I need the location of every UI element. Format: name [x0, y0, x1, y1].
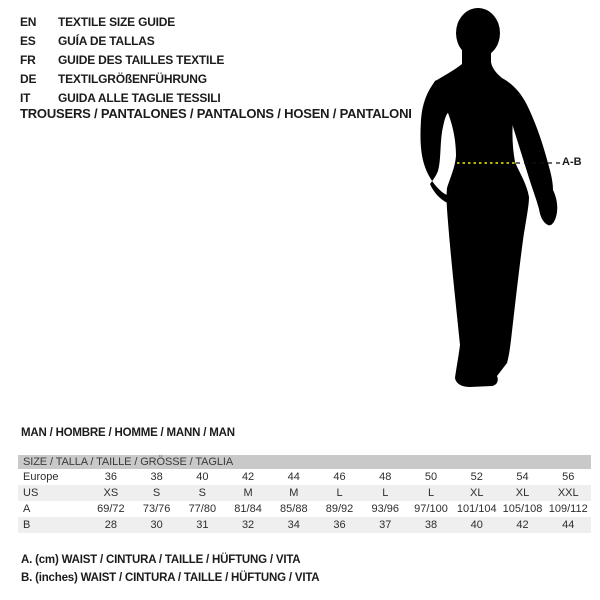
size-cell: 85/88 — [280, 503, 308, 515]
size-cell: 42 — [241, 471, 255, 483]
size-cell: S — [198, 487, 206, 499]
language-title: GUIDA ALLE TAGLIE TESSILI — [58, 91, 221, 105]
man-silhouette — [420, 8, 557, 387]
language-row-fr — [20, 51, 224, 70]
size-table-header: SIZE / TALLA / TAILLE / GRÖSSE / TAGLIA — [18, 455, 591, 469]
size-cell: 38 — [424, 519, 438, 531]
size-cell: 40 — [470, 519, 483, 531]
size-cell: XS — [103, 487, 119, 499]
language-code: DE — [20, 72, 37, 86]
man-section-label: MAN / HOMBRE / HOMME / MANN / MAN — [21, 427, 235, 439]
table-row-a-cm — [18, 501, 591, 517]
size-cell: S — [152, 487, 161, 499]
row-label: B — [23, 519, 31, 531]
size-cell: 34 — [287, 519, 300, 531]
size-cell: 40 — [196, 471, 209, 483]
language-row-es — [20, 32, 224, 51]
size-cell: 28 — [104, 519, 117, 531]
size-cell: 54 — [516, 471, 529, 483]
size-cell: 30 — [150, 519, 163, 531]
language-title-block — [20, 13, 224, 108]
size-cell: 50 — [424, 471, 438, 483]
size-cell: 48 — [379, 471, 392, 483]
size-cell: XL — [515, 487, 530, 499]
size-cell: 38 — [150, 471, 163, 483]
language-row-en — [20, 13, 224, 32]
size-cell: 77/80 — [188, 503, 217, 515]
size-cell: XL — [470, 487, 484, 499]
language-row-de — [20, 70, 224, 89]
size-cell: 89/92 — [325, 503, 354, 515]
size-cell: XXL — [557, 487, 579, 499]
language-title: GUÍA DE TALLAS — [58, 34, 155, 48]
language-code: EN — [20, 15, 37, 29]
size-cell: 44 — [287, 471, 300, 483]
size-cell: 109/112 — [548, 503, 588, 515]
size-cell: 42 — [516, 519, 529, 531]
language-code: IT — [20, 91, 31, 105]
language-title: TEXTILE SIZE GUIDE — [58, 15, 176, 29]
size-cell: 56 — [562, 471, 575, 483]
size-cell: 73/76 — [142, 503, 171, 515]
waist-measure-label: A-B — [562, 156, 582, 168]
size-cell: 36 — [104, 471, 117, 483]
table-row-europe — [18, 469, 591, 485]
language-title: GUIDE DES TAILLES TEXTILE — [58, 53, 225, 67]
size-cell: 97/100 — [414, 503, 448, 515]
note-waist-cm: A. (cm) WAIST / CINTURA / TAILLE / HÜFTUNG / VITA — [21, 554, 301, 566]
size-cell: L — [382, 487, 389, 499]
table-row-us — [18, 485, 591, 501]
size-cell: 101/104 — [456, 503, 497, 515]
size-cell: 37 — [379, 519, 392, 531]
language-code: ES — [20, 34, 36, 48]
size-cell: L — [427, 487, 435, 499]
size-cell: L — [336, 487, 343, 499]
size-cell: 81/84 — [234, 503, 262, 515]
size-cell: 36 — [333, 519, 346, 531]
size-cell: 52 — [470, 471, 483, 483]
size-table — [18, 455, 591, 533]
size-cell: M — [289, 487, 299, 499]
language-title: TEXTILGRÖßENFÜHRUNG — [58, 72, 207, 86]
size-cell: M — [243, 487, 253, 499]
language-code: FR — [20, 53, 36, 67]
size-cell: 46 — [333, 471, 346, 483]
size-cell: 31 — [196, 519, 209, 531]
row-label: US — [23, 487, 39, 499]
table-row-b-inches — [18, 517, 591, 533]
size-cell: 105/108 — [502, 503, 543, 515]
row-label: Europe — [23, 471, 59, 483]
size-cell: 32 — [241, 519, 255, 531]
note-waist-inches: B. (inches) WAIST / CINTURA / TAILLE / HÜFTUNG / VITA — [21, 572, 320, 584]
garment-category-title: TROUSERS / PANTALONES / PANTALONS / HOSEN / PANTALONI — [20, 106, 412, 121]
size-cell: 69/72 — [97, 503, 125, 515]
row-label: A — [23, 503, 31, 515]
size-cell: 44 — [562, 519, 575, 531]
size-cell: 93/96 — [371, 503, 400, 515]
